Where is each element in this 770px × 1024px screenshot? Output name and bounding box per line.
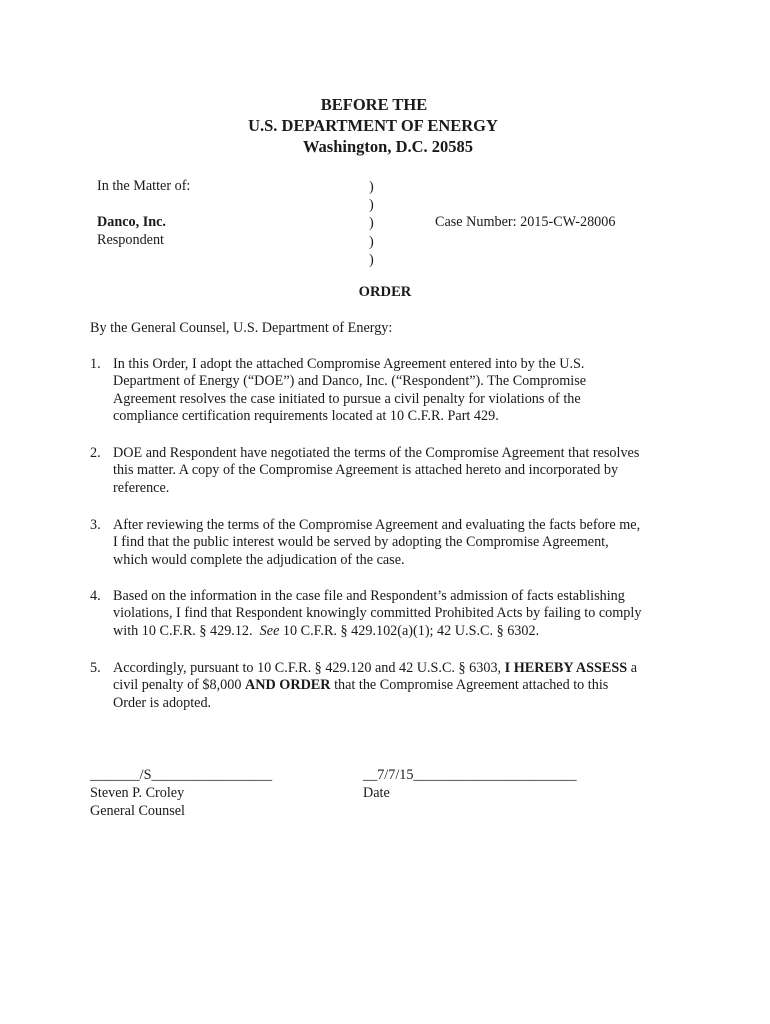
- paragraph-line: DOE and Respondent have negotiated the terms of the Compromise Agreement that resolves: [113, 445, 640, 461]
- signer-title: General Counsel: [90, 803, 185, 819]
- caption-paren: ): [369, 179, 374, 195]
- caption-paren: ): [369, 251, 374, 268]
- paragraph-line: [113, 623, 690, 640]
- see-signal: See: [259, 622, 280, 639]
- paragraph-text: civil penalty of $8,000: [113, 677, 245, 694]
- paragraph-line: [113, 660, 690, 677]
- paragraph-line: In this Order, I adopt the attached Compromise Agreement entered into by the U.S.: [113, 356, 585, 372]
- paragraph-line: reference.: [113, 479, 170, 496]
- signer-name: Steven P. Croley: [90, 785, 185, 801]
- party-name: Danco, Inc.: [97, 214, 166, 230]
- caption-paren-column: [369, 178, 374, 269]
- paragraph-line: I find that the public interest would be served by adopting the Compromise Agreement,: [113, 534, 609, 551]
- caption-paren: ): [369, 215, 374, 232]
- order-paragraph-1: [90, 356, 690, 426]
- paragraph-number: 4.: [90, 588, 101, 604]
- paragraph-line: Agreement resolves the case initiated to pursue a civil penalty for violations of the: [113, 390, 581, 407]
- paragraph-text: Accordingly, pursuant to 10 C.F.R. § 429.120 and 42 U.S.C. § 6303,: [113, 660, 505, 676]
- assess-phrase: I HEREBY ASSESS: [504, 660, 628, 676]
- paragraph-number: 5.: [90, 660, 101, 676]
- paragraph-line: compliance certification requirements located at 10 C.F.R. Part 429.: [113, 408, 499, 425]
- header-line-3: Washington, D.C. 20585: [302, 137, 474, 156]
- paragraph-text: a: [627, 660, 637, 676]
- party-role: Respondent: [97, 232, 164, 248]
- order-title-text: ORDER: [358, 284, 412, 300]
- paragraph-number: 2.: [90, 445, 101, 461]
- paragraph-line: this matter. A copy of the Compromise Agreement is attached hereto and incorporated by: [113, 462, 619, 479]
- signature-line: _______/S_________________: [90, 767, 273, 783]
- order-paragraph-2: [90, 445, 690, 497]
- order-title: [0, 284, 770, 301]
- paragraph-number: 1.: [90, 356, 101, 372]
- date-label: Date: [363, 785, 390, 801]
- paragraph-number: 3.: [90, 517, 101, 533]
- paragraph-line: Order is adopted.: [113, 694, 212, 711]
- order-intro: By the General Counsel, U.S. Department of Energy:: [90, 320, 393, 336]
- paragraph-line: violations, I find that Respondent knowingly committed Prohibited Acts by failing to comply: [113, 605, 642, 622]
- caption-paren: ): [369, 233, 374, 250]
- document-header: [0, 94, 770, 157]
- paragraph-line: [113, 677, 690, 694]
- paragraph-line: which would complete the adjudication of the case.: [113, 551, 405, 568]
- paragraph-text: that the Compromise Agreement attached to this: [330, 677, 609, 694]
- order-paragraph-4: [90, 588, 690, 640]
- paragraph-line: After reviewing the terms of the Compromise Agreement and evaluating the facts before me,: [113, 517, 641, 533]
- date-line: __7/7/15_______________________: [363, 767, 577, 783]
- paragraph-line: Based on the information in the case file and Respondent’s admission of facts establishing: [113, 588, 625, 604]
- case-number: Case Number: 2015-CW-28006: [435, 214, 616, 230]
- paragraph-line: Department of Energy (“DOE”) and Danco, Inc. (“Respondent”). The Compromise: [113, 373, 587, 390]
- order-paragraph-3: [90, 517, 690, 569]
- matter-label: In the Matter of:: [97, 178, 191, 194]
- header-line-2: U.S. DEPARTMENT OF ENERGY: [248, 116, 498, 135]
- citation-text: 10 C.F.R. § 429.102(a)(1); 42 U.S.C. § 6302.: [279, 622, 540, 639]
- order-phrase: AND ORDER: [245, 677, 331, 694]
- header-line-1: BEFORE THE: [320, 95, 428, 114]
- citation-text: with 10 C.F.R. § 429.12.: [113, 622, 260, 639]
- order-paragraph-5: [90, 660, 690, 712]
- caption-paren: ): [369, 197, 374, 214]
